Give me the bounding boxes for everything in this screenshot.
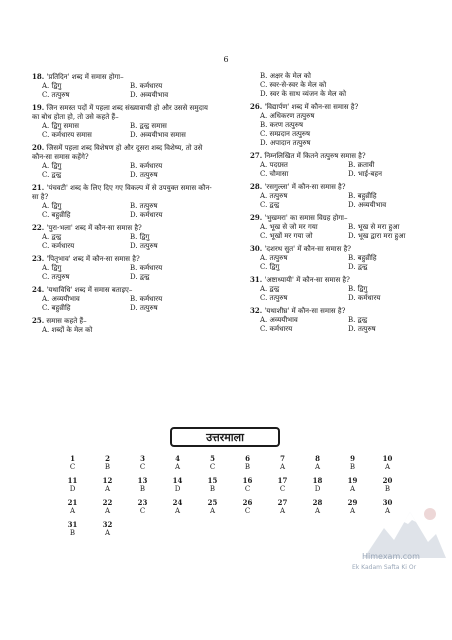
options-list [32,326,214,335]
answer-option[interactable]: B. द्वन्द्व समास [130,122,167,130]
answer-option[interactable]: B. बहुव्रीहि [348,254,377,262]
question-text [32,143,214,162]
question-text [250,244,432,254]
answer-option[interactable]: A. शब्दों के मेल को [42,326,93,334]
answer-option[interactable]: D. तत्पुरुष [130,304,158,312]
answer-key-number: 19 [347,476,358,485]
answer-key-number: 7 [280,454,285,463]
answer-option[interactable]: A. द्वन्द्व [42,233,62,241]
answer-key-cell [300,455,335,471]
answer-key-letter: A [104,507,111,515]
answer-key-letter: A [279,463,286,471]
answer-key-number: 23 [137,498,148,507]
answer-option[interactable]: B. अक्षर के मेल को [260,72,311,80]
question-22 [32,223,214,251]
answer-key-number: 29 [347,498,358,507]
question-32 [250,306,432,334]
answer-key-letter: C [279,485,286,493]
answer-key-letter: A [279,507,286,515]
question-31 [250,275,432,303]
answer-option[interactable]: B. कर्मधारय [130,264,163,272]
question-stem: 'विद्यार्पण' शब्द में कौन-सा समास है? [264,103,359,111]
answer-option[interactable]: B. द्विगु [130,233,150,241]
answer-key-letter: C [244,507,251,515]
question-25 [32,316,214,335]
question-number: 24. [32,285,45,294]
answer-option[interactable]: A. अव्ययीभाव [42,295,80,303]
question-text [32,72,214,82]
answer-key-number: 9 [350,454,355,463]
answer-key-number: 27 [277,498,288,507]
answer-key-cell [55,477,90,493]
answer-key-number: 16 [242,476,253,485]
question-text [32,223,214,233]
answer-key-cell [300,499,335,515]
question-stem: 'यथाशीघ्र' में कौन-सा समास है? [264,307,346,315]
question-stem: 'दशरथ सुत' में कौन-सा समास है? [264,245,352,253]
question-number: 29. [250,213,263,222]
answer-option[interactable]: C. द्वन्द्व [42,171,62,179]
answer-key-number: 20 [382,476,393,485]
answer-key-cell [55,499,90,515]
answer-key-letter: A [314,507,321,515]
question-stem: 'पितृभाव' शब्द में कौन-सा समास है? [46,255,140,263]
question-stem: जिसमें पहला शब्द विशेषण हो और दूसरा शब्द विशेष्य, तो उसे कौन-सा समास कहेंगे? [32,144,203,161]
answer-key-number: 28 [312,498,323,507]
options-list [32,162,214,180]
question-stem: समास कहते हैं– [46,317,87,325]
answer-key-number: 2 [105,454,110,463]
answer-key-number: 26 [242,498,253,507]
answer-key-letter: A [69,507,76,515]
answer-key-letter: A [384,507,391,515]
answer-option[interactable]: A. द्विगु [42,202,62,210]
answer-option[interactable]: D. तत्पुरुष [130,171,158,179]
question-text [32,285,214,295]
answer-option[interactable]: D. कर्मधारय [348,294,381,302]
answer-key-number: 32 [102,520,113,529]
question-text [250,182,432,192]
answer-key-cell [90,521,125,537]
question-number: 28. [250,182,263,191]
answer-key-letter: A [209,507,216,515]
answer-key-cell [55,521,90,537]
left-question-column [32,72,214,338]
question-text [32,183,214,202]
answer-option[interactable]: A. भूख से जो मर गया [260,223,318,231]
options-list [32,202,214,220]
answer-key-letter: B [69,529,76,537]
answer-key-cell [160,477,195,493]
question-stem: 'पंचवटी' शब्द के लिए दिए गए विकल्प में से उपयुक्त समास कौन-सा है? [32,184,212,201]
options-list [250,285,432,303]
answer-option[interactable]: C. बहुव्रीहि [42,304,71,312]
question-26 [250,102,432,148]
answer-key-number: 24 [172,498,183,507]
question-number: 32. [250,306,263,315]
answer-key-number: 12 [102,476,113,485]
answer-key-number: 31 [67,520,78,529]
watermark-site: Himexam.com [362,552,420,561]
answer-key-letter: A [174,463,181,471]
answer-option[interactable]: A. द्विगु [42,82,62,90]
answer-option[interactable]: B. कर्मधारय [130,82,163,90]
question-stem: 'अष्टाध्यायी' में कौन-सा समास है? [264,276,350,284]
answer-key-number: 3 [140,454,145,463]
question-number: 27. [250,151,263,160]
answer-option[interactable]: A. अधिकरण तत्पुरुष [260,112,315,120]
answer-key-number: 17 [277,476,288,485]
answer-key-letter: A [104,529,111,537]
answer-option[interactable]: A. द्विगु [42,162,62,170]
answer-option[interactable]: C. स्वर-से-स्वर के मेल को [260,81,327,89]
options-list [32,122,214,140]
answer-key-grid [55,455,405,537]
watermark-tagline: Ek Kadam Safta Ki Or [352,564,417,571]
answer-key-cell [195,455,230,471]
options-list [250,161,432,179]
question-20 [32,143,214,180]
options-list [250,254,432,272]
question-number: 30. [250,244,263,253]
right-question-column [250,72,432,337]
answer-option[interactable]: B. क्रतावी [348,161,375,169]
question-number: 18. [32,72,45,81]
answer-key-letter: C [139,463,146,471]
answer-key-cell [230,477,265,493]
answer-key-cell [195,499,230,515]
answer-key-number: 5 [210,454,215,463]
answer-option[interactable]: D. भाई-बहन [348,170,382,178]
answer-key-letter: A [349,485,356,493]
answer-option[interactable]: C. कर्मधारय [260,325,293,333]
answer-option[interactable]: B. बहुव्रीहि [348,192,377,200]
page-number: 6 [223,55,229,64]
answer-key-number: 21 [67,498,78,507]
answer-key-cell [265,455,300,471]
answer-key-letter: B [104,463,111,471]
answer-option[interactable]: D. भूख द्वारा मरा हुआ [348,232,406,240]
answer-key-number: 8 [315,454,320,463]
answer-option[interactable]: C. तत्पुरुष [42,273,70,281]
answer-option[interactable]: C. कर्मधारय समास [42,131,92,139]
answer-key-number: 1 [70,454,75,463]
answer-option[interactable]: A. तत्पुरुष [260,254,288,262]
answer-option[interactable]: C. सम्प्रदान तत्पुरुष [260,130,311,138]
answer-key-number: 25 [207,498,218,507]
answer-option[interactable]: A. पदग्रस्त [260,161,288,169]
answer-option[interactable]: A. तत्पुरुष [260,192,288,200]
answer-option[interactable]: C. बहुव्रीहि [42,211,71,219]
answer-key-letter: C [209,463,216,471]
answer-key-letter: B [349,463,356,471]
question-27 [250,151,432,179]
answer-option[interactable]: D. स्वर के साथ व्यंजन के मेल को [260,90,347,98]
answer-key-letter: B [139,485,146,493]
answer-key-number: 11 [67,476,78,485]
answer-option[interactable]: C. द्विगु [260,263,280,271]
question-24 [32,285,214,313]
answer-option[interactable]: D. अव्ययीभाव [348,201,387,209]
answer-option[interactable]: B. भूख से मरा हुआ [348,223,400,231]
answer-key-cell [55,455,90,471]
answer-key-letter: D [314,485,321,493]
answer-option[interactable]: D. तत्पुरुष [130,242,158,250]
answer-key-cell [300,477,335,493]
answer-key-letter: D [69,485,76,493]
answer-option[interactable]: D. तत्पुरुष [348,325,376,333]
options-list [32,264,214,282]
answer-option[interactable]: B. तत्पुरुष [130,202,158,210]
question-number: 19. [32,103,45,112]
question-stem: 'रसगुल्ला' में कौन-सा समास है? [264,183,346,191]
answer-option[interactable]: C. द्वन्द्व [260,201,280,209]
answer-option[interactable]: C. कर्मधारय [42,242,75,250]
answer-key-cell [160,499,195,515]
answer-key-cell [125,499,160,515]
question-text [32,316,214,326]
question-number: 21. [32,183,45,192]
question-25-continuation [250,72,432,99]
answer-key-letter: B [244,463,251,471]
answer-option[interactable]: A. द्विगु समास [42,122,79,130]
question-stem: 'यथाविधि' शब्द में समास बताइए– [46,286,133,294]
question-28 [250,182,432,210]
answer-key-letter: A [174,507,181,515]
answer-key-cell [230,455,265,471]
question-text [32,103,214,122]
answer-option[interactable]: D. द्वन्द्व [130,273,150,281]
question-stem: 'प्रतिदिन' शब्द में समास होगा– [46,73,124,81]
question-18 [32,72,214,100]
question-number: 31. [250,275,263,284]
options-list [250,316,432,334]
answer-key-cell [90,455,125,471]
question-stem: जिन समस्त पदों में पहला शब्द संख्यावाची हो और उससे समुदाय का बोध होता हो, तो उसे कहते हैं– [32,104,208,121]
options-list [32,233,214,251]
question-text [32,254,214,264]
question-text [250,275,432,285]
options-list [250,192,432,210]
answer-key-cell [335,477,370,493]
question-21 [32,183,214,220]
answer-option[interactable]: D. अव्ययीभाव [130,91,169,99]
answer-key-number: 10 [382,454,393,463]
answer-option[interactable]: A. द्वन्द्व [260,285,280,293]
answer-key-number: 15 [207,476,218,485]
answer-key-cell [370,455,405,471]
question-number: 22. [32,223,45,232]
answer-key-number: 18 [312,476,323,485]
answer-key-title: उत्तरमाला [170,427,280,447]
answer-key-letter: A [314,463,321,471]
answer-key-letter: C [69,463,76,471]
answer-key-letter: B [209,485,216,493]
answer-key-cell [195,477,230,493]
answer-key-cell [125,455,160,471]
answer-key-letter: A [384,463,391,471]
answer-key-cell [230,499,265,515]
question-19 [32,103,214,140]
answer-option[interactable]: B. कर्मधारय [130,295,163,303]
answer-option[interactable]: C. तत्पुरुष [42,91,70,99]
answer-option[interactable]: C. तत्पुरुष [260,294,288,302]
answer-key-letter: C [244,485,251,493]
answer-option[interactable]: A. अव्ययीभाव [260,316,298,324]
question-29 [250,213,432,241]
answer-key-letter: A [349,507,356,515]
answer-option[interactable]: B. द्विगु [348,285,368,293]
answer-option[interactable]: B. कर्मधारय [130,162,163,170]
question-stem: 'भुखमरा' का समास विग्रह होगा– [264,214,348,222]
question-23 [32,254,214,282]
answer-option[interactable]: B. द्वन्द्व [348,316,368,324]
answer-key-cell [335,455,370,471]
answer-option[interactable]: C. चौमासा [260,170,289,178]
answer-key-number: 14 [172,476,183,485]
answer-key-number: 6 [245,454,250,463]
answer-key-letter: C [139,507,146,515]
answer-key-cell [370,477,405,493]
answer-option[interactable]: D. कर्मधारय [130,211,163,219]
answer-option[interactable]: D. द्वन्द्व [348,263,368,271]
options-list [32,295,214,313]
question-number: 23. [32,254,45,263]
question-number: 25. [32,316,45,325]
question-text [250,151,432,161]
answer-key-cell [160,455,195,471]
question-text [250,306,432,316]
answer-key-number: 22 [102,498,113,507]
answer-key-cell [265,499,300,515]
question-text [250,213,432,223]
answer-key-number: 4 [175,454,180,463]
options-list [250,223,432,241]
question-30 [250,244,432,272]
answer-key-letter: D [174,485,181,493]
answer-key-number: 30 [382,498,393,507]
answer-key-cell [265,477,300,493]
question-stem: 'पुरा-भला' शब्द में कौन-सा समास है? [46,224,142,232]
question-text [250,102,432,112]
answer-key-cell [125,477,160,493]
answer-option[interactable]: A. द्विगु [42,264,62,272]
answer-key-letter: B [384,485,391,493]
options-list [32,82,214,100]
answer-key-cell [90,499,125,515]
question-number: 26. [250,102,263,111]
question-number: 20. [32,143,45,152]
answer-key-cell [90,477,125,493]
options-list [250,112,432,148]
answer-option[interactable]: B. करण तत्पुरुष [260,121,303,129]
question-25-options [250,72,432,99]
question-stem: निम्नलिखित में कितने तत्पुरुष समास है? [264,152,366,160]
answer-key-number: 13 [137,476,148,485]
answer-key-letter: A [104,485,111,493]
answer-option[interactable]: D. अव्ययीभाव समास [130,131,186,139]
answer-option[interactable]: D. अपादान तत्पुरुष [260,139,311,147]
answer-option[interactable]: C. भूखों मर गया जो [260,232,313,240]
